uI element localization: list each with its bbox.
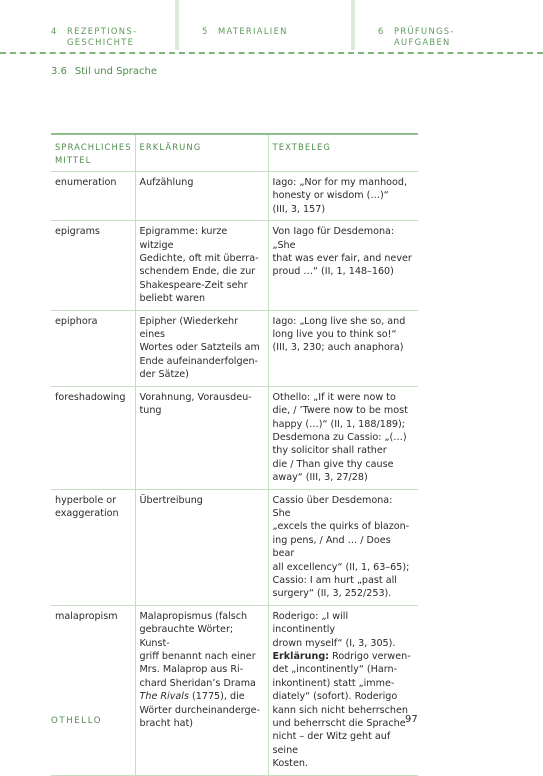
term-text: exaggeration [55,507,119,519]
tab-label-line2: GESCHICHTE [67,37,135,47]
term-text: enumeration [55,177,117,188]
text-line: Gedichte, oft mit überra- [139,253,259,265]
text-line: bracht hat) [139,718,194,730]
text-line: Cassio: I am hurt „past all [272,574,397,586]
table-row [51,221,418,310]
tab-number: 5 [202,26,209,36]
text-line: all excellency“ (II, 1, 63–65); [272,561,410,573]
text-line: honesty or wisdom (…)“ [272,190,389,202]
text-line: that was ever fair, and never [272,253,412,265]
text-line: Von Iago für Desdemona: „She [272,226,395,251]
text-line: die / Than give thy cause [272,458,394,470]
section-number: 3.6 [51,66,67,77]
text-line: Wörter durcheinanderge- [139,704,260,716]
text-line: nicht – der Witz geht auf seine [272,731,391,756]
table-header-row [51,134,418,172]
evidence-cell [268,172,418,221]
text-line: chard Sheridan’s Drama [139,677,256,689]
text-fragment: (1775), die [188,691,245,703]
text-line: thy solicitor shall rather [272,445,387,457]
term-text: foreshadowing [55,391,126,403]
text-line: drown myself“ (I, 3, 305). [272,637,396,649]
term-text: hyperbole or [55,494,117,506]
text-line: proud …“ (II, 1, 148–160) [272,266,394,278]
text-line: Aufzählung [139,177,194,188]
text-line: Othello: „If it were now to [272,391,396,403]
text-line: Ende aufeinanderfolgen- [139,355,259,367]
explanation-cell [135,221,268,310]
evidence-cell [268,386,418,489]
text-line: Iago: „Long live she so, and [272,315,406,327]
text-line: Mrs. Malaprop aus Ri- [139,664,244,676]
text-line: Roderigo: „I will incontinently [272,610,349,636]
text-line: die, / ’Twere now to be most [272,405,408,417]
text-line: ing pens, / And … / Does bear [272,534,391,560]
tab-rezeptionsgeschichte[interactable] [0,0,174,50]
text-line: det „incontinently“ (Harn- [272,664,398,676]
term-text: epigrams [55,226,100,238]
footer-book-title: OTHELLO [51,716,103,726]
tab-label-line1: PRÜFUNGS- [394,26,455,36]
text-line: Shakespeare-Zeit sehr [139,279,248,291]
text-line: long live you to think so!“ [272,329,397,341]
text-line: Desdemona zu Cassio: „(…) [272,431,407,443]
text-line: Vorahnung, Vorausdeu- [139,391,252,403]
tab-label-line2: AUFGABEN [394,37,451,47]
play-title: The Rivals [139,691,189,703]
tab-pruefungsaufgaben[interactable] [355,0,543,50]
text-line: inkontinent) statt „imme- [272,677,395,689]
text-line: Kosten. [272,758,308,770]
explanation-cell [135,310,268,386]
text-line: Wortes oder Satzteils am [139,342,260,354]
text-line: „excels the quirks of blazon- [272,521,410,533]
page-number: 97 [405,714,418,725]
text-line: Cassio über Desdemona: She [272,494,393,519]
term-cell [51,386,135,489]
section-heading [51,66,157,77]
explanation-cell [135,172,268,221]
evidence-cell [268,489,418,605]
term-cell [51,310,135,386]
text-line: Epigramme: kurze witzige [139,226,228,251]
text-line: Iago: „Nor for my manhood, [272,177,408,188]
text-line: Epipher (Wiederkehr eines [139,315,239,341]
column-header-device: SPRACHLICHES MITTEL [51,134,135,172]
explanation-cell [135,489,268,605]
section-title: Stil und Sprache [74,66,158,77]
term-cell [51,172,135,221]
term-cell [51,489,135,605]
explanation-label: Erklärung: [272,651,330,662]
tab-number: 4 [51,26,58,36]
text-line: (III, 3, 230; auch anaphora) [272,342,404,354]
text-line: happy (…)“ (II, 1, 188/189); [272,418,405,430]
explanation-cell [135,386,268,489]
text-line: Malapropismus (falsch [139,610,248,622]
text-line: diately“ (sofort). Roderigo [272,691,398,703]
table-row [51,172,418,221]
text-fragment: Rodrigo verwen- [329,651,411,662]
tab-materialien[interactable] [179,0,351,50]
nav-divider [0,52,543,54]
table-row [51,310,418,386]
evidence-cell [268,221,418,310]
stylistic-devices-table [51,133,418,776]
text-line: Übertreibung [139,494,203,506]
text-line: und beherrscht die Sprache [272,718,406,730]
text-line: griff benannt nach einer [139,651,256,662]
text-line: schendem Ende, die zur [139,266,256,278]
term-text: malapropism [55,610,118,622]
evidence-cell [268,310,418,386]
text-line: tung [139,405,162,417]
table-row [51,489,418,605]
term-cell [51,221,135,310]
text-line: (III, 3, 157) [272,203,326,215]
term-text: epiphora [55,315,98,327]
top-navigation [0,0,543,56]
text-line: beliebt waren [139,293,206,305]
tab-number: 6 [378,26,385,36]
text-line: der Sätze) [139,369,189,381]
tab-label-line1: MATERIALIEN [218,26,288,36]
text-line: surgery“ (II, 3, 252/253). [272,588,392,600]
text-line: gebrauchte Wörter; Kunst- [139,624,234,649]
table-row [51,386,418,489]
tab-label-line1: REZEPTIONS- [67,26,138,36]
text-line: away“ (III, 3, 27/28) [272,472,368,484]
column-header-explanation: ERKLÄRUNG [135,134,268,172]
column-header-evidence: TEXTBELEG [268,134,418,172]
text-line: kann sich nicht beherrschen [272,704,408,716]
